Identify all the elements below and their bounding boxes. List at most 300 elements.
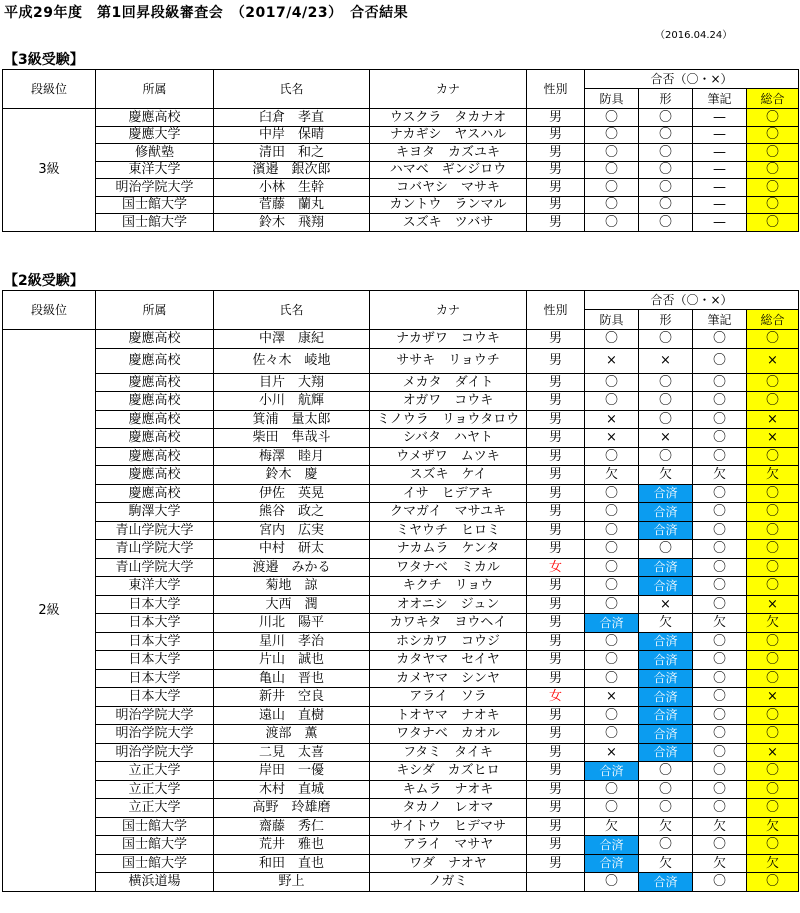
total-result-cell: 〇 xyxy=(747,873,799,892)
name-cell: 梅澤 睦月 xyxy=(214,447,370,466)
affiliation-cell: 日本大学 xyxy=(96,669,214,688)
written-result-cell: 〇 xyxy=(693,799,747,818)
kana-cell: キシダ カズヒロ xyxy=(370,762,527,781)
total-result-cell: 〇 xyxy=(747,179,799,197)
affiliation-cell: 国士館大学 xyxy=(96,817,214,836)
armor-result-cell: 〇 xyxy=(585,651,639,670)
header-written: 筆記 xyxy=(693,89,747,109)
table-row xyxy=(3,725,799,744)
section-title-3kyu: 【3級受験】 xyxy=(4,52,84,68)
armor-result-cell: 合済 xyxy=(585,762,639,781)
affiliation-cell: 慶應高校 xyxy=(96,330,214,349)
kana-cell: ウスクラ タカナオ xyxy=(370,109,527,127)
kata-result-cell: 合済 xyxy=(639,484,693,503)
table-row xyxy=(3,521,799,540)
table-row xyxy=(3,688,799,707)
kana-cell: ウメザワ ムツキ xyxy=(370,447,527,466)
table-row xyxy=(3,466,799,485)
gender-cell: 男 xyxy=(527,348,585,373)
armor-result-cell: 〇 xyxy=(585,725,639,744)
kata-result-cell: 欠 xyxy=(639,466,693,485)
name-cell: 宮内 広実 xyxy=(214,521,370,540)
total-result-cell: 〇 xyxy=(747,706,799,725)
kata-result-cell: 合済 xyxy=(639,521,693,540)
name-cell: 和田 直也 xyxy=(214,854,370,873)
written-result-cell: 〇 xyxy=(693,706,747,725)
written-result-cell: 〇 xyxy=(693,521,747,540)
affiliation-cell: 東洋大学 xyxy=(96,577,214,596)
kata-result-cell: 合済 xyxy=(639,558,693,577)
kata-result-cell: 〇 xyxy=(639,447,693,466)
kata-result-cell: 〇 xyxy=(639,161,693,179)
armor-result-cell: × xyxy=(585,410,639,429)
gender-cell: 男 xyxy=(527,651,585,670)
gender-cell: 男 xyxy=(527,762,585,781)
gender-cell: 男 xyxy=(527,466,585,485)
gender-cell: 男 xyxy=(527,540,585,559)
name-cell: 柴田 隼哉斗 xyxy=(214,429,370,448)
kana-cell: メカタ ダイト xyxy=(370,373,527,392)
name-cell: 佐々木 崚地 xyxy=(214,348,370,373)
kata-result-cell: 〇 xyxy=(639,109,693,127)
armor-result-cell: 〇 xyxy=(585,669,639,688)
table-row xyxy=(3,614,799,633)
table-row xyxy=(3,503,799,522)
header-kata: 形 xyxy=(639,89,693,109)
armor-result-cell: 〇 xyxy=(585,373,639,392)
written-result-cell: — xyxy=(693,179,747,197)
total-result-cell: 〇 xyxy=(747,484,799,503)
kana-cell: ワタナベ ミカル xyxy=(370,558,527,577)
armor-result-cell: 〇 xyxy=(585,503,639,522)
affiliation-cell: 立正大学 xyxy=(96,780,214,799)
affiliation-cell: 修猷塾 xyxy=(96,144,214,162)
kana-cell: ワダ ナオヤ xyxy=(370,854,527,873)
table-row xyxy=(3,126,799,144)
kana-cell: サイトウ ヒデマサ xyxy=(370,817,527,836)
armor-result-cell: 〇 xyxy=(585,126,639,144)
header-kana: カナ xyxy=(370,70,527,109)
kata-result-cell: 〇 xyxy=(639,373,693,392)
name-cell: 臼倉 孝直 xyxy=(214,109,370,127)
written-result-cell: 〇 xyxy=(693,577,747,596)
kana-cell: カメヤマ シンヤ xyxy=(370,669,527,688)
total-result-cell: 〇 xyxy=(747,373,799,392)
total-result-cell: 〇 xyxy=(747,521,799,540)
gender-cell: 男 xyxy=(527,817,585,836)
gender-cell: 男 xyxy=(527,179,585,197)
total-result-cell: 〇 xyxy=(747,196,799,214)
affiliation-cell: 立正大学 xyxy=(96,762,214,781)
report-date: （2016.04.24） xyxy=(655,30,733,41)
affiliation-cell: 日本大学 xyxy=(96,688,214,707)
gender-cell: 男 xyxy=(527,669,585,688)
armor-result-cell: 合済 xyxy=(585,836,639,855)
armor-result-cell: 〇 xyxy=(585,484,639,503)
total-result-cell: 〇 xyxy=(747,632,799,651)
gender-cell: 男 xyxy=(527,503,585,522)
name-cell: 目片 大翔 xyxy=(214,373,370,392)
kata-result-cell: 〇 xyxy=(639,144,693,162)
table-row xyxy=(3,161,799,179)
gender-cell: 男 xyxy=(527,196,585,214)
total-result-cell: 〇 xyxy=(747,109,799,127)
kana-cell: ホシカワ コウジ xyxy=(370,632,527,651)
name-cell: 熊谷 政之 xyxy=(214,503,370,522)
table-row xyxy=(3,429,799,448)
name-cell: 岸田 一優 xyxy=(214,762,370,781)
armor-result-cell: 〇 xyxy=(585,873,639,892)
table-row xyxy=(3,595,799,614)
table-row xyxy=(3,762,799,781)
affiliation-cell: 日本大学 xyxy=(96,614,214,633)
name-cell: 渡邉 みかる xyxy=(214,558,370,577)
affiliation-cell: 慶應高校 xyxy=(96,429,214,448)
armor-result-cell: 〇 xyxy=(585,558,639,577)
kata-result-cell: 〇 xyxy=(639,330,693,349)
armor-result-cell: 〇 xyxy=(585,632,639,651)
written-result-cell: 〇 xyxy=(693,651,747,670)
affiliation-cell: 国士館大学 xyxy=(96,836,214,855)
total-result-cell: 〇 xyxy=(747,780,799,799)
armor-result-cell: 欠 xyxy=(585,817,639,836)
name-cell: 菊地 諒 xyxy=(214,577,370,596)
kana-cell: ノガミ xyxy=(370,873,527,892)
total-result-cell: 〇 xyxy=(747,447,799,466)
kana-cell: ナカムラ ケンタ xyxy=(370,540,527,559)
table-row xyxy=(3,651,799,670)
affiliation-cell: 明治学院大学 xyxy=(96,179,214,197)
gender-cell: 男 xyxy=(527,109,585,127)
name-cell: 小川 航輝 xyxy=(214,392,370,411)
total-result-cell: 欠 xyxy=(747,854,799,873)
kata-result-cell: 合済 xyxy=(639,577,693,596)
written-result-cell: 〇 xyxy=(693,743,747,762)
kata-result-cell: 合済 xyxy=(639,669,693,688)
kana-cell: コバヤシ マサキ xyxy=(370,179,527,197)
affiliation-cell: 国士館大学 xyxy=(96,214,214,232)
results-table-3kyu xyxy=(2,69,799,232)
kana-cell: アライ マサヤ xyxy=(370,836,527,855)
written-result-cell: 〇 xyxy=(693,688,747,707)
gender-cell xyxy=(527,873,585,892)
gender-cell: 女 xyxy=(527,558,585,577)
written-result-cell: 〇 xyxy=(693,410,747,429)
grade-cell: 2級 xyxy=(3,330,96,892)
name-cell: 箕浦 量太郎 xyxy=(214,410,370,429)
kana-cell: スズキ ケイ xyxy=(370,466,527,485)
affiliation-cell: 慶應高校 xyxy=(96,392,214,411)
kana-cell: ワタナベ カオル xyxy=(370,725,527,744)
written-result-cell: — xyxy=(693,161,747,179)
table-row xyxy=(3,854,799,873)
kana-cell: ナカザワ コウキ xyxy=(370,330,527,349)
total-result-cell: × xyxy=(747,595,799,614)
name-cell: 川北 陽平 xyxy=(214,614,370,633)
gender-cell: 男 xyxy=(527,330,585,349)
kata-result-cell: 〇 xyxy=(639,392,693,411)
affiliation-cell: 慶應高校 xyxy=(96,410,214,429)
name-cell: 二見 太喜 xyxy=(214,743,370,762)
total-result-cell: 〇 xyxy=(747,762,799,781)
total-result-cell: 〇 xyxy=(747,503,799,522)
affiliation-cell: 慶應高校 xyxy=(96,484,214,503)
affiliation-cell: 慶應高校 xyxy=(96,109,214,127)
total-result-cell: 欠 xyxy=(747,466,799,485)
affiliation-cell: 日本大学 xyxy=(96,595,214,614)
armor-result-cell: 〇 xyxy=(585,161,639,179)
total-result-cell: 〇 xyxy=(747,725,799,744)
written-result-cell: — xyxy=(693,126,747,144)
gender-cell: 男 xyxy=(527,161,585,179)
written-result-cell: 〇 xyxy=(693,780,747,799)
written-result-cell: 〇 xyxy=(693,632,747,651)
armor-result-cell: × xyxy=(585,743,639,762)
affiliation-cell: 日本大学 xyxy=(96,651,214,670)
kana-cell: キムラ ナオキ xyxy=(370,780,527,799)
gender-cell: 男 xyxy=(527,373,585,392)
table-row xyxy=(3,632,799,651)
header-armor: 防具 xyxy=(585,89,639,109)
name-cell: 亀山 晋也 xyxy=(214,669,370,688)
table-row xyxy=(3,799,799,818)
written-result-cell: — xyxy=(693,109,747,127)
armor-result-cell: 合済 xyxy=(585,614,639,633)
gender-cell: 男 xyxy=(527,706,585,725)
written-result-cell: 〇 xyxy=(693,447,747,466)
kata-result-cell: 合済 xyxy=(639,725,693,744)
kata-result-cell: × xyxy=(639,595,693,614)
gender-cell: 男 xyxy=(527,392,585,411)
affiliation-cell: 明治学院大学 xyxy=(96,743,214,762)
kana-cell: オガワ コウキ xyxy=(370,392,527,411)
kana-cell: ハマベ ギンジロウ xyxy=(370,161,527,179)
total-result-cell: × xyxy=(747,743,799,762)
kana-cell: カワキタ ヨウヘイ xyxy=(370,614,527,633)
affiliation-cell: 横浜道場 xyxy=(96,873,214,892)
table-row xyxy=(3,179,799,197)
table-row xyxy=(3,447,799,466)
header-written: 筆記 xyxy=(693,310,747,330)
name-cell: 新井 空良 xyxy=(214,688,370,707)
header-grade: 段級位 xyxy=(3,291,96,330)
name-cell: 中村 研太 xyxy=(214,540,370,559)
kata-result-cell: 欠 xyxy=(639,817,693,836)
kata-result-cell: 合済 xyxy=(639,688,693,707)
kana-cell: ナカギシ ヤスハル xyxy=(370,126,527,144)
kana-cell: ミヤウチ ヒロミ xyxy=(370,521,527,540)
armor-result-cell: × xyxy=(585,688,639,707)
armor-result-cell: 合済 xyxy=(585,854,639,873)
armor-result-cell: × xyxy=(585,348,639,373)
written-result-cell: 欠 xyxy=(693,614,747,633)
armor-result-cell: × xyxy=(585,429,639,448)
table-row xyxy=(3,577,799,596)
header-total: 総合 xyxy=(747,89,799,109)
written-result-cell: 〇 xyxy=(693,373,747,392)
table-row xyxy=(3,780,799,799)
gender-cell: 男 xyxy=(527,126,585,144)
total-result-cell: × xyxy=(747,429,799,448)
kata-result-cell: 〇 xyxy=(639,540,693,559)
affiliation-cell: 明治学院大学 xyxy=(96,725,214,744)
name-cell: 遠山 直樹 xyxy=(214,706,370,725)
table-row xyxy=(3,873,799,892)
header-kata: 形 xyxy=(639,310,693,330)
header-result-group: 合否（〇・×） xyxy=(585,291,799,310)
written-result-cell: 〇 xyxy=(693,762,747,781)
gender-cell: 男 xyxy=(527,521,585,540)
kata-result-cell: 合済 xyxy=(639,503,693,522)
header-total: 総合 xyxy=(747,310,799,330)
affiliation-cell: 青山学院大学 xyxy=(96,558,214,577)
gender-cell: 男 xyxy=(527,484,585,503)
armor-result-cell: 〇 xyxy=(585,521,639,540)
gender-cell: 男 xyxy=(527,577,585,596)
written-result-cell: 〇 xyxy=(693,595,747,614)
gender-cell: 男 xyxy=(527,144,585,162)
table-row xyxy=(3,836,799,855)
kata-result-cell: 欠 xyxy=(639,614,693,633)
kata-result-cell: 〇 xyxy=(639,780,693,799)
name-cell: 濱邉 銀次郎 xyxy=(214,161,370,179)
gender-cell: 男 xyxy=(527,780,585,799)
total-result-cell: 〇 xyxy=(747,651,799,670)
name-cell: 齋藤 秀仁 xyxy=(214,817,370,836)
table-row xyxy=(3,144,799,162)
name-cell: 渡部 薫 xyxy=(214,725,370,744)
affiliation-cell: 日本大学 xyxy=(96,632,214,651)
kata-result-cell: 〇 xyxy=(639,836,693,855)
kana-cell: フタミ タイキ xyxy=(370,743,527,762)
table-row xyxy=(3,373,799,392)
header-affiliation: 所属 xyxy=(96,70,214,109)
written-result-cell: — xyxy=(693,144,747,162)
total-result-cell: 〇 xyxy=(747,161,799,179)
gender-cell: 男 xyxy=(527,836,585,855)
written-result-cell: 〇 xyxy=(693,873,747,892)
kana-cell: タカノ レオマ xyxy=(370,799,527,818)
affiliation-cell: 慶應高校 xyxy=(96,466,214,485)
written-result-cell: 欠 xyxy=(693,854,747,873)
kata-result-cell: × xyxy=(639,429,693,448)
armor-result-cell: 〇 xyxy=(585,780,639,799)
name-cell: 伊佐 英晃 xyxy=(214,484,370,503)
kata-result-cell: 〇 xyxy=(639,762,693,781)
total-result-cell: 〇 xyxy=(747,330,799,349)
armor-result-cell: 〇 xyxy=(585,577,639,596)
gender-cell: 男 xyxy=(527,410,585,429)
armor-result-cell: 〇 xyxy=(585,706,639,725)
name-cell: 小林 生幹 xyxy=(214,179,370,197)
table-row xyxy=(3,348,799,373)
total-result-cell: × xyxy=(747,688,799,707)
name-cell: 鈴木 慶 xyxy=(214,466,370,485)
name-cell: 木村 直城 xyxy=(214,780,370,799)
header-name: 氏名 xyxy=(214,70,370,109)
armor-result-cell: 〇 xyxy=(585,179,639,197)
total-result-cell: 〇 xyxy=(747,836,799,855)
written-result-cell: — xyxy=(693,196,747,214)
gender-cell: 男 xyxy=(527,799,585,818)
table-row xyxy=(3,214,799,232)
grade-cell: 3級 xyxy=(3,109,96,232)
name-cell: 星川 孝治 xyxy=(214,632,370,651)
table-row xyxy=(3,669,799,688)
kata-result-cell: 合済 xyxy=(639,743,693,762)
kana-cell: クマガイ マサユキ xyxy=(370,503,527,522)
armor-result-cell: 〇 xyxy=(585,144,639,162)
total-result-cell: 〇 xyxy=(747,126,799,144)
header-gender: 性別 xyxy=(527,291,585,330)
kata-result-cell: 〇 xyxy=(639,410,693,429)
kana-cell: カタヤマ セイヤ xyxy=(370,651,527,670)
armor-result-cell: 欠 xyxy=(585,466,639,485)
written-result-cell: — xyxy=(693,214,747,232)
written-result-cell: 〇 xyxy=(693,669,747,688)
table-row xyxy=(3,410,799,429)
kana-cell: トオヤマ ナオキ xyxy=(370,706,527,725)
armor-result-cell: 〇 xyxy=(585,540,639,559)
armor-result-cell: 〇 xyxy=(585,447,639,466)
written-result-cell: 欠 xyxy=(693,817,747,836)
total-result-cell: 〇 xyxy=(747,392,799,411)
armor-result-cell: 〇 xyxy=(585,214,639,232)
affiliation-cell: 明治学院大学 xyxy=(96,706,214,725)
total-result-cell: 〇 xyxy=(747,540,799,559)
name-cell: 菅藤 蘭丸 xyxy=(214,196,370,214)
kata-result-cell: 合済 xyxy=(639,632,693,651)
armor-result-cell: 〇 xyxy=(585,109,639,127)
armor-result-cell: 〇 xyxy=(585,196,639,214)
total-result-cell: 欠 xyxy=(747,614,799,633)
kana-cell: シバタ ハヤト xyxy=(370,429,527,448)
header-armor: 防具 xyxy=(585,310,639,330)
gender-cell: 男 xyxy=(527,743,585,762)
kana-cell: アライ ソラ xyxy=(370,688,527,707)
kana-cell: キクチ リョウ xyxy=(370,577,527,596)
kata-result-cell: 〇 xyxy=(639,126,693,144)
name-cell: 高野 玲雄磨 xyxy=(214,799,370,818)
table-row xyxy=(3,706,799,725)
kata-result-cell: 欠 xyxy=(639,854,693,873)
written-result-cell: 〇 xyxy=(693,836,747,855)
affiliation-cell: 青山学院大学 xyxy=(96,540,214,559)
total-result-cell: 〇 xyxy=(747,144,799,162)
header-result-group: 合否（〇・×） xyxy=(585,70,799,89)
header-affiliation: 所属 xyxy=(96,291,214,330)
kana-cell: カントウ ランマル xyxy=(370,196,527,214)
written-result-cell: 〇 xyxy=(693,540,747,559)
table-row xyxy=(3,196,799,214)
affiliation-cell: 慶應大学 xyxy=(96,126,214,144)
kana-cell: ミノウラ リョウタロウ xyxy=(370,410,527,429)
table-row xyxy=(3,484,799,503)
armor-result-cell: 〇 xyxy=(585,330,639,349)
kata-result-cell: 〇 xyxy=(639,196,693,214)
gender-cell: 男 xyxy=(527,614,585,633)
name-cell: 中澤 康紀 xyxy=(214,330,370,349)
section-title-2kyu: 【2級受験】 xyxy=(4,273,84,289)
total-result-cell: 〇 xyxy=(747,577,799,596)
name-cell: 野上 xyxy=(214,873,370,892)
gender-cell: 男 xyxy=(527,595,585,614)
kata-result-cell: 〇 xyxy=(639,799,693,818)
kata-result-cell: 合済 xyxy=(639,706,693,725)
table-row xyxy=(3,330,799,349)
written-result-cell: 〇 xyxy=(693,484,747,503)
total-result-cell: 〇 xyxy=(747,669,799,688)
